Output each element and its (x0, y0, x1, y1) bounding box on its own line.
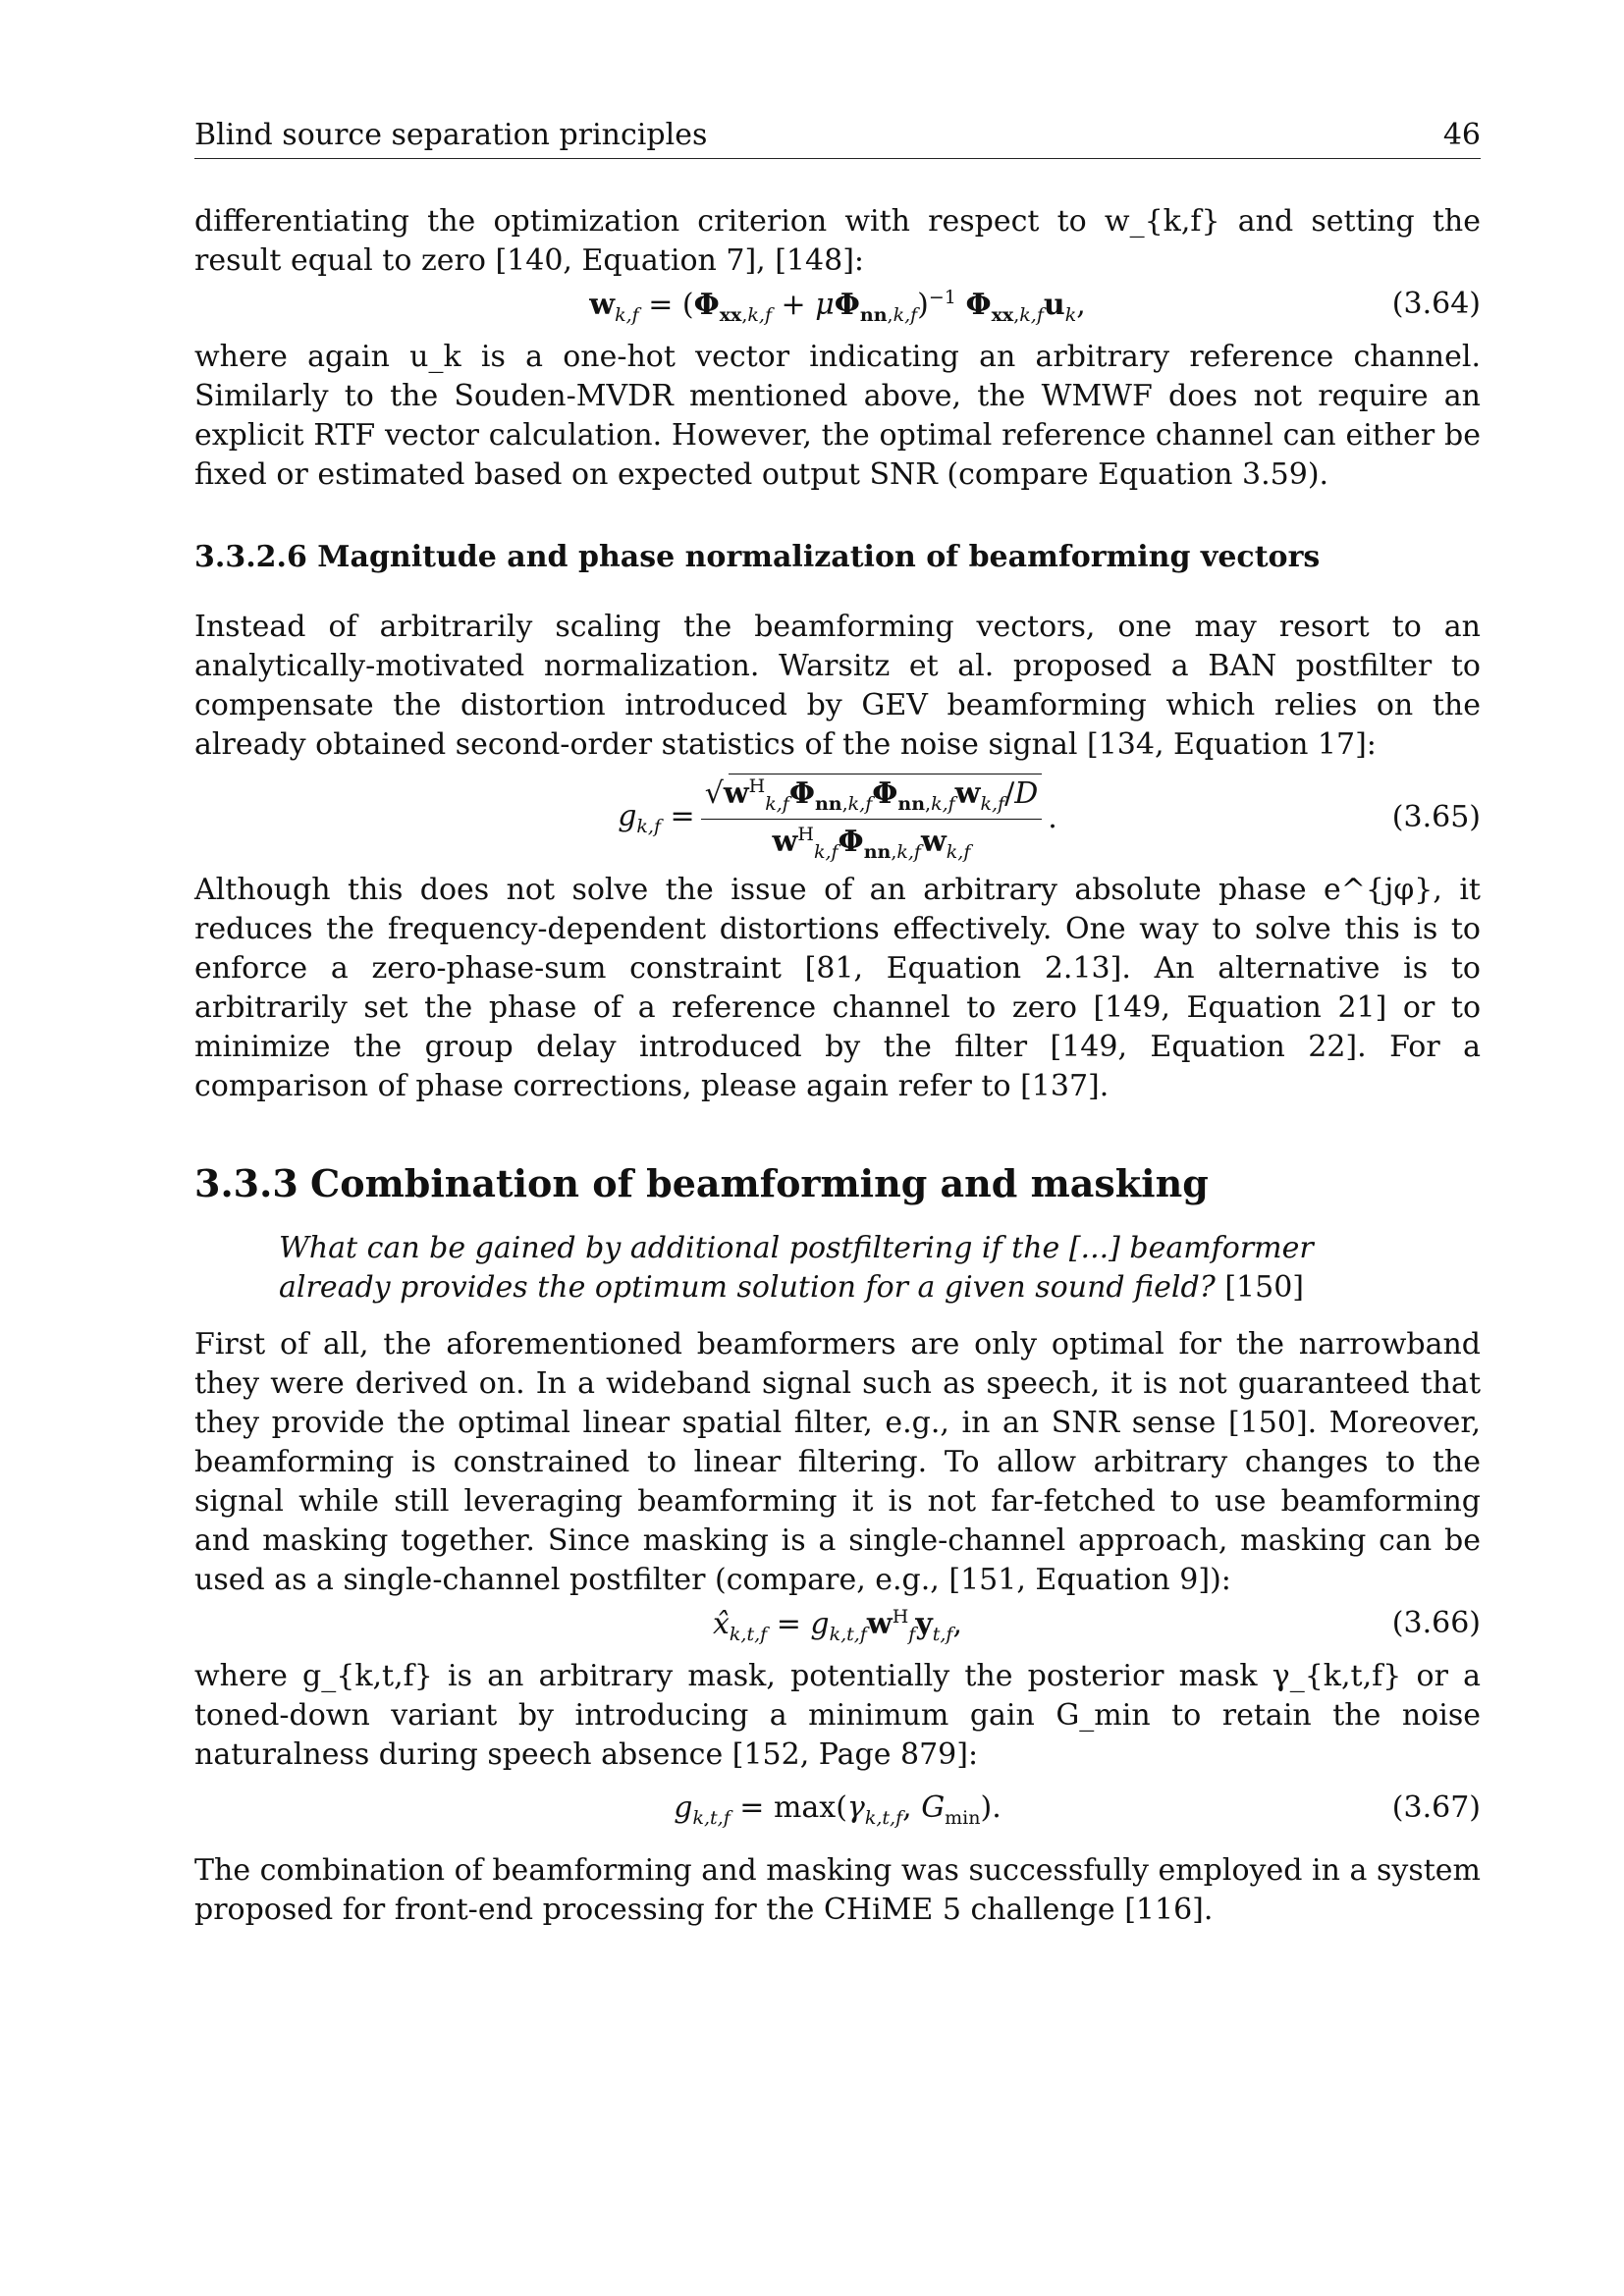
equation-3-65 (194, 765, 1481, 871)
paragraph-1: differentiating the optimization criterion with respect to w_{k,f} and setting the result equal to zero [140, Equation 7], [148]: (194, 204, 1481, 278)
subsubsection-heading (194, 540, 1481, 574)
equation-3-64 (194, 281, 1481, 338)
subsection-number: 3.3.3 (194, 1161, 298, 1205)
equation-number: (3.66) (1391, 1606, 1481, 1640)
subsection-title: Combination of beamforming and masking (310, 1161, 1209, 1205)
equation-3-67 (194, 1785, 1481, 1842)
equation-3-67-body: $g_{k,t,f} = \max(\gamma_{k,t,f}$, $G_{min}$). (674, 1790, 1001, 1829)
equation-3-66-body: $x̂_{k,t,f} = g_{k,t,f}w^H_fy_{t,f}$, (712, 1606, 963, 1645)
equation-number: (3.64) (1391, 287, 1481, 321)
paragraph-5: First of all, the aforementioned beamformers are only optimal for the narrowband they were derived on. In a wideband signal such as speech, it is not guaranteed that they provide the optimal linear spatial filter, e.g., in an SNR sense [150]. Moreover, beamforming is constrained to linear filtering. To allow arbitrary changes to the signal while still leveraging beamforming it is not far-fetched to use beamforming and masking together. Since masking is a single-channel approach, masking can be used as a single-channel postfilter (compare, e.g., [151, Equation 9]): (194, 1327, 1481, 1597)
header-title: Blind source separation principles (194, 118, 708, 152)
subsection-heading (194, 1161, 1481, 1205)
equation-number: (3.65) (1391, 800, 1481, 834)
page-number: 46 (1442, 118, 1481, 152)
paragraph-3: Instead of arbitrarily scaling the beamforming vectors, one may resort to an analytically-motivated normalization. Warsitz et al. proposed a BAN postfilter to compensate the distortion introduced by GEV beamforming which relies on the already obtained second-order statistics of the noise signal [134, Equation 17]: (194, 610, 1481, 762)
paragraph-2: where again u_k is a one-hot vector indicating an arbitrary reference channel. Similarly to the Souden-MVDR mentioned above, the WMWF does not require an explicit RTF vector calculation. However, the optimal reference channel can either be fixed or estimated based on expected output SNR (compare Equation 3.59). (194, 340, 1481, 492)
subsubsection-number: 3.3.2.6 (194, 540, 307, 574)
epigraph-quote (279, 1229, 1404, 1308)
running-header (194, 118, 1481, 159)
page (194, 118, 1481, 1930)
equation-number: (3.67) (1391, 1790, 1481, 1825)
subsubsection-title: Magnitude and phase normalization of beamforming vectors (317, 540, 1321, 574)
quote-text: What can be gained by additional postfiltering if the [...] beamformer already provides the optimum solution for a given sound field? (279, 1231, 1314, 1305)
paragraph-4: Although this does not solve the issue of an arbitrary absolute phase e^{jφ}, it reduces the frequency-dependent distortions effectively. One way to solve this is to enforce a zero-phase-sum constraint [81, Equation 2.13]. An alternative is to arbitrarily set the phase of a reference channel to zero [149, Equation 21] or to minimize the group delay introduced by the filter [149, Equation 22]. For a comparison of phase corrections, please again refer to [137]. (194, 873, 1481, 1103)
paragraph-6: where g_{k,t,f} is an arbitrary mask, potentially the posterior mask γ_{k,t,f} or a toned-down variant by introducing a minimum gain G_min to retain the noise naturalness during speech absence [152, Page 879]: (194, 1659, 1481, 1772)
equation-3-65-body: $g_{k,f}$ = $\frac{√w^H_{k,f}\Phi_{nn,k,f}\Phi_{nn,k,f}w_{k,f}/D}{w^H_{k,f}\Phi_{nn,k,f}w_{k,f}}$ . (618, 774, 1057, 863)
quote-citation: [150] (1224, 1270, 1304, 1305)
equation-3-64-body: $w_{k,f} = (\Phi_{xx,k,f} + \mu\Phi_{nn,k,f})^{-1}$ $\Phi_{xx,k,f}u_k$, (589, 287, 1086, 326)
paragraph-7: The combination of beamforming and masking was successfully employed in a system proposed for front-end processing for the CHiME 5 challenge [116]. (194, 1853, 1481, 1927)
equation-3-66 (194, 1600, 1481, 1657)
